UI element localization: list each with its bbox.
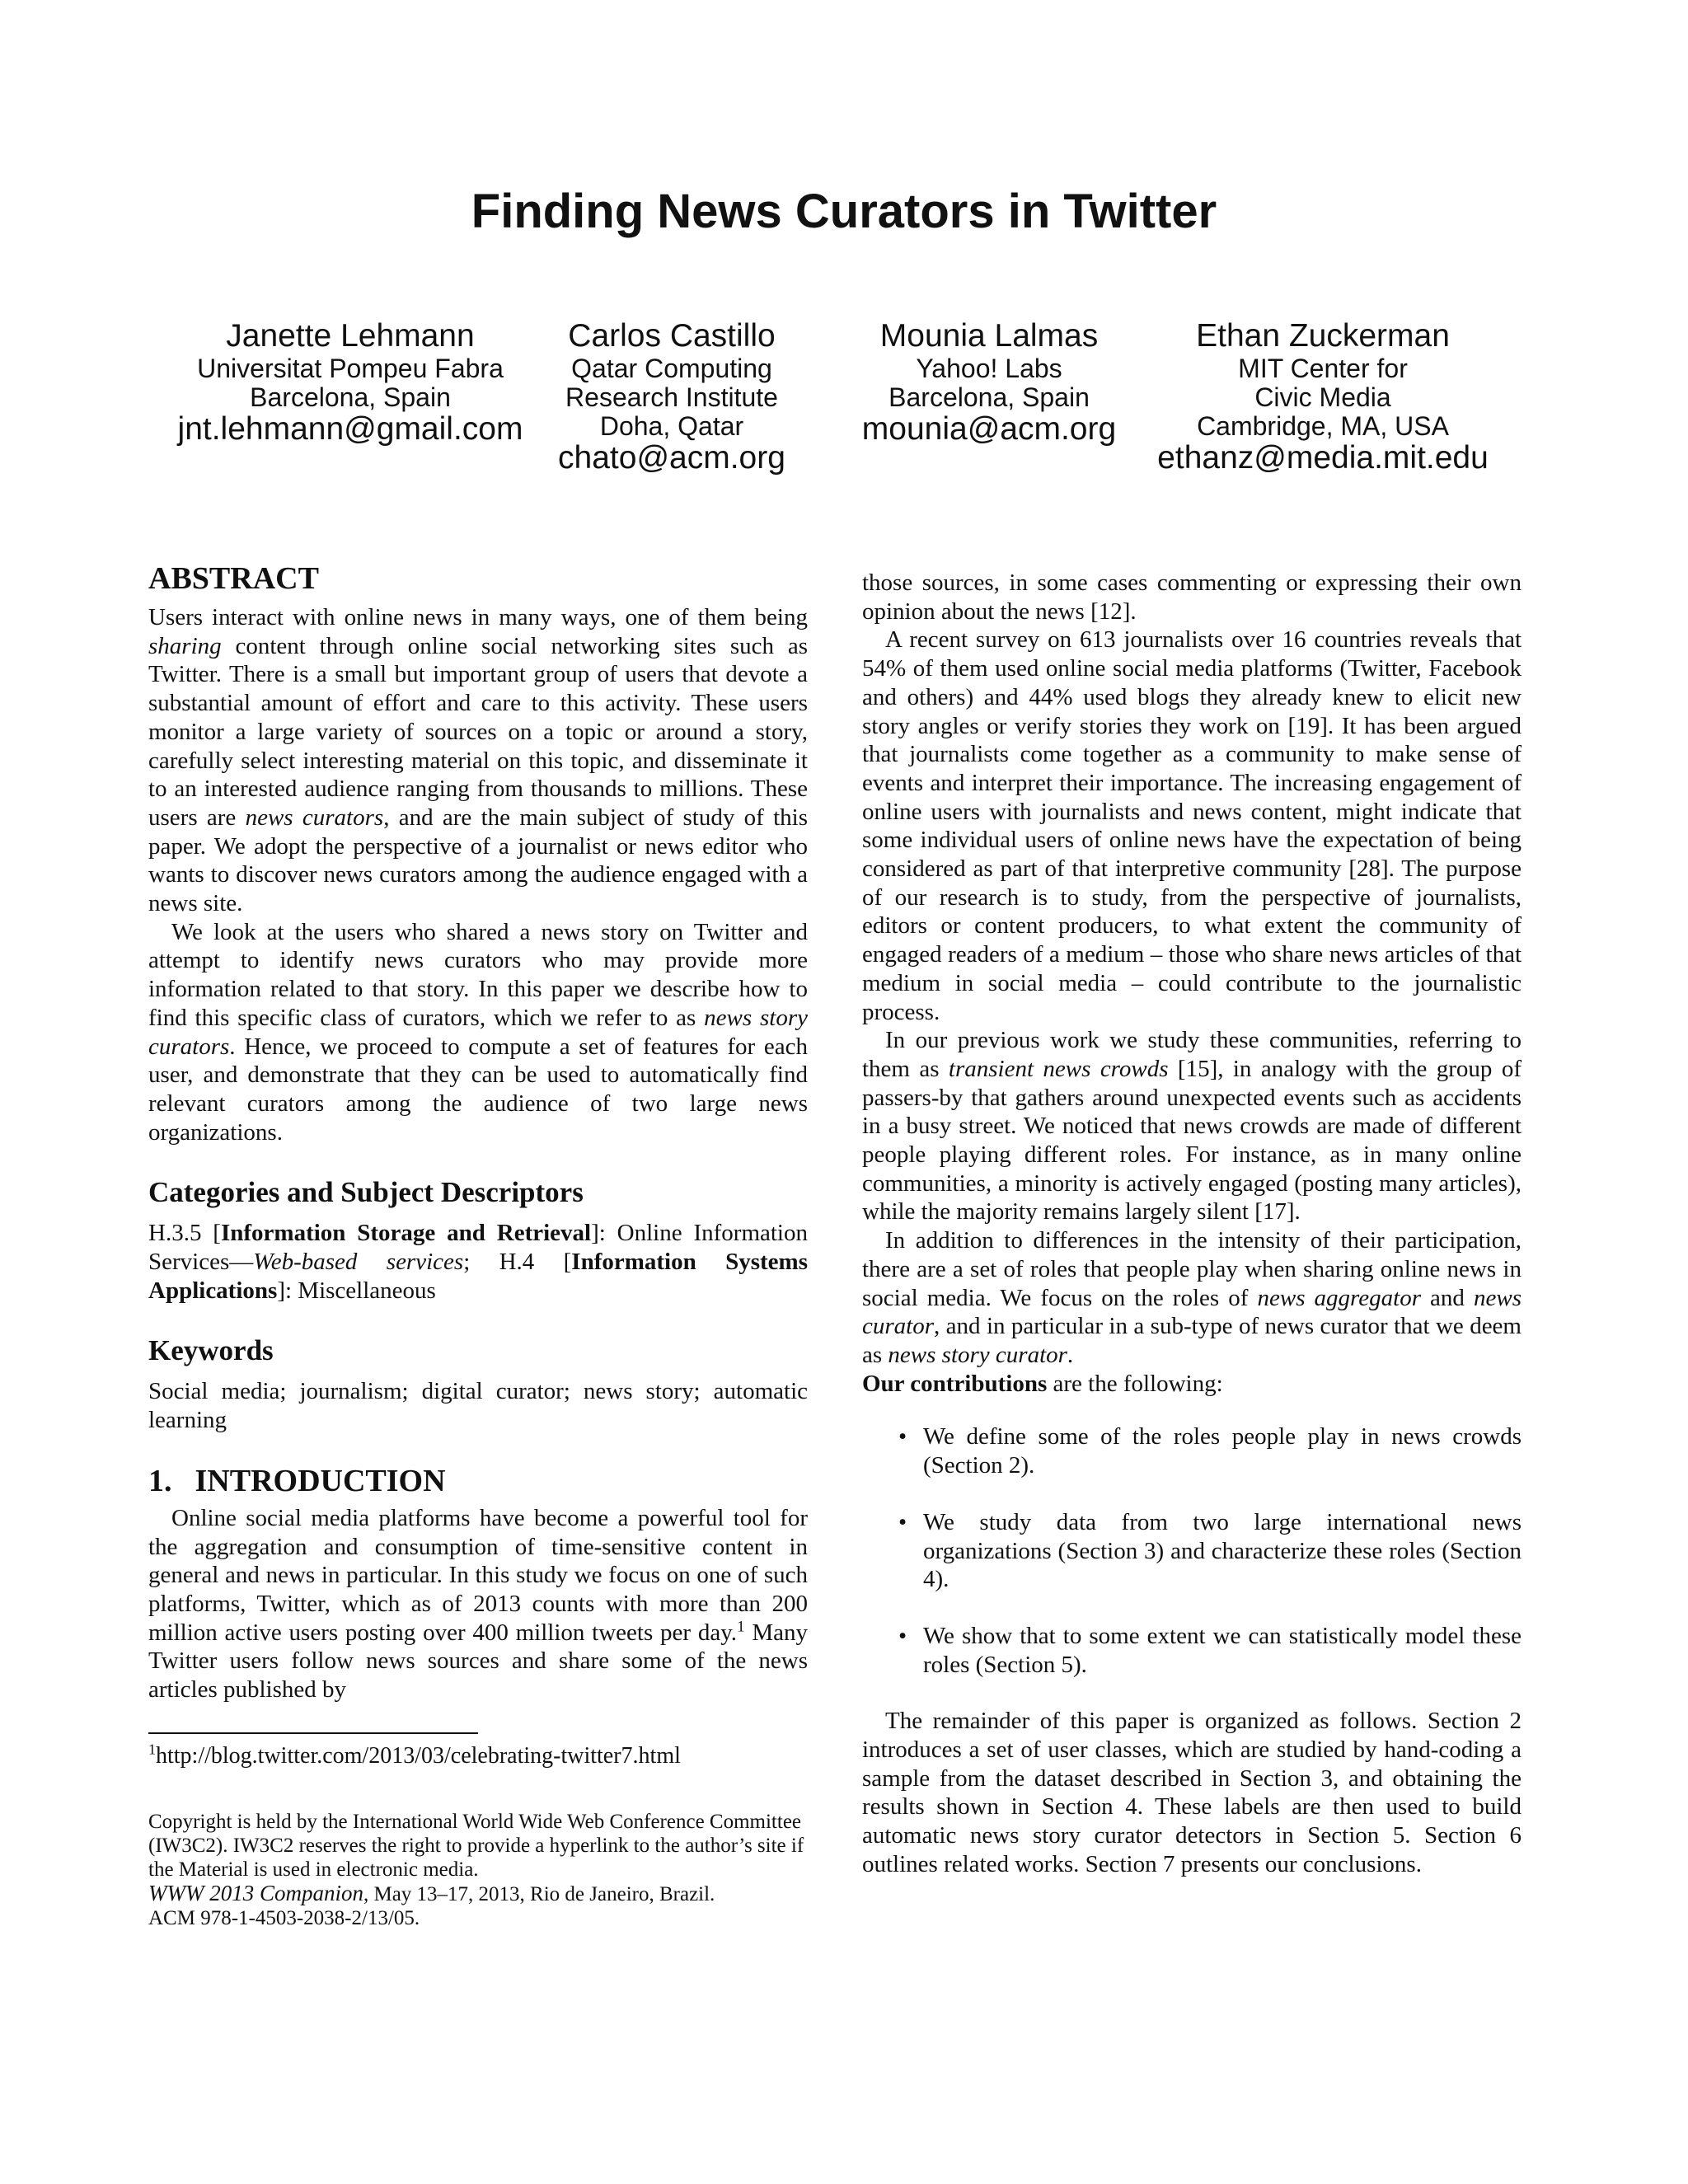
body-paragraph: In addition to differences in the intensity of their participation, there are a set of roles that people play when sharing online news in social media. We focus on the roles of news aggregator and news curator, and in particular in a sub-type of news curator that we deem as news story curator.: [862, 1227, 1522, 1368]
section-number: 1.: [148, 1463, 172, 1498]
author-block: [536, 318, 808, 476]
copyright-notice: [148, 1810, 808, 1930]
body-paragraph: those sources, in some cases commenting or expressing their own opinion about the news [12].: [862, 569, 1522, 625]
right-column: [862, 569, 1522, 1879]
author-email: mounia@acm.org: [861, 411, 1117, 447]
footnote: [148, 1742, 808, 1770]
list-item: • We study data from two large international news organizations (Section 3) and characterize these roles (Section 4).: [898, 1508, 1522, 1593]
list-item: • We define some of the roles people play in news crowds (Section 2).: [898, 1423, 1522, 1479]
author-affiliation: Barcelona, Spain: [250, 382, 451, 412]
bullet-icon: •: [898, 1423, 907, 1451]
author-affiliation: Research Institute: [565, 382, 778, 412]
author-affiliation: Civic Media: [1254, 382, 1391, 412]
keywords-heading: Keywords: [148, 1334, 274, 1367]
author-email: jnt.lehmann@gmail.com: [177, 411, 523, 447]
author-affiliation: Barcelona, Spain: [889, 382, 1090, 412]
author-name: Ethan Zuckerman: [1196, 318, 1450, 354]
author-name: Carlos Castillo: [568, 318, 776, 354]
footnote-number: 1: [148, 1741, 156, 1758]
body-paragraph: In our previous work we study these communities, referring to them as transient news crowds [15], in analogy with the group of passers-by that gathers around unexpected events such as accidents in a busy street. We noticed that news crowds are made of different people playing different roles. For instance, as in many online communities, a minority is actively engaged (posting many articles), while the majority remains largely silent [17].: [862, 1027, 1522, 1226]
contributions-list: [862, 1422, 1522, 1679]
author-block: [169, 318, 532, 447]
acm-line: ACM 978-1-4503-2038-2/13/05.: [148, 1906, 420, 1929]
author-name: Janette Lehmann: [226, 318, 475, 354]
abstract-heading: ABSTRACT: [148, 561, 319, 596]
footnote-marker: 1: [737, 1618, 745, 1636]
body-paragraph: The remainder of this paper is organized as follows. Section 2 introduces a set of user classes, which are studied by hand-coding a sample from the dataset described in Section 3, and obtaining the results shown in Section 4. These labels are then used to build automatic news story curator detectors in Section 5. Section 6 outlines related works. Section 7 presents our conclusions.: [862, 1708, 1522, 1877]
copyright-text: Copyright is held by the International World Wide Web Conference Committee (IW3C2). IW3C2 reserves the right to provide a hyperlink to the author’s site if the Material is used in electronic media.: [148, 1810, 804, 1881]
author-block: [849, 318, 1129, 447]
bullet-icon: •: [898, 1622, 907, 1649]
left-column: [148, 560, 808, 1930]
contributions-intro: Our contributions are the following:: [862, 1370, 1223, 1397]
categories-text: H.3.5 [Information Storage and Retrieval]: Online Information Services—Web-based services; H.4 [Information Systems Applications]: Miscellaneous: [148, 1220, 808, 1304]
author-name: Mounia Lalmas: [879, 318, 1099, 354]
author-affiliation: MIT Center for: [1238, 354, 1408, 383]
abstract-paragraph: Users interact with online news in many ways, one of them being sharing content through online social networking sites such as Twitter. There is a small but important group of users that devote a substantial amount of effort and care to this activity. These users monitor a large variety of sources on a topic or around a story, carefully select interesting material on this topic, and disseminate it to an interested audience ranging from thousands to millions. These users are news curators, and are the main subject of study of this paper. We adopt the perspective of a journalist or news editor who wants to discover news curators among the audience engaged with a news site.: [148, 604, 808, 917]
author-affiliation: Universitat Pompeu Fabra: [197, 354, 504, 383]
author-affiliation: Cambridge, MA, USA: [1197, 411, 1449, 441]
footnote-divider: [148, 1732, 478, 1734]
author-block: [1142, 318, 1504, 476]
introduction-heading: [148, 1463, 808, 1499]
body-paragraph: A recent survey on 613 journalists over 16 countries reveals that 54% of them used online social media platforms (Twitter, Facebook and others) and 44% used blogs they already knew to elicit new story angles or verify stories they work on [19]. It has been argued that journalists come together as a community to make sense of events and interpret their importance. The increasing engagement of online users with journalists and news content, might indicate that some individual users of online news have the expectation of being considered as part of that interpretive community [28]. The purpose of our research is to study, from the perspective of journalists, editors or content producers, to what extent the community of engaged readers of a medium – those who share news articles of that medium in social media – could contribute to the journalistic process.: [862, 626, 1522, 1025]
intro-paragraph: Online social media platforms have become a powerful tool for the aggregation and consumption of time-sensitive content in general and news in particular. In this study we focus on one of such platforms, Twitter, which as of 2013 counts with more than 200 million active users posting over 400 million tweets per day.$^1$ Many Twitter users follow news sources and share some of the news articles published by: [148, 1504, 808, 1704]
paper-title: Finding News Curators in Twitter: [471, 185, 1217, 238]
bullet-icon: •: [898, 1508, 907, 1535]
author-email: ethanz@media.mit.edu: [1157, 440, 1489, 476]
author-affiliation: Doha, Qatar: [599, 411, 744, 441]
keywords-text: Social media; journalism; digital curator; news story; automatic learning: [148, 1378, 808, 1434]
abstract-paragraph: We look at the users who shared a news story on Twitter and attempt to identify news curators who may provide more information related to that story. In this paper we describe how to find this specific class of curators, which we refer to as news story curators. Hence, we proceed to compute a set of features for each user, and demonstrate that they can be used to automatically find relevant curators among the audience of two large news organizations.: [148, 918, 808, 1146]
venue-line: WWW 2013 Companion, May 13–17, 2013, Rio de Janeiro, Brazil.: [148, 1880, 715, 1905]
author-email: chato@acm.org: [558, 440, 785, 476]
list-item: • We show that to some extent we can statistically model these roles (Section 5).: [898, 1622, 1522, 1678]
categories-heading: Categories and Subject Descriptors: [148, 1176, 584, 1209]
author-affiliation: Qatar Computing: [571, 354, 772, 383]
section-title: INTRODUCTION: [195, 1463, 446, 1498]
author-affiliation: Yahoo! Labs: [916, 354, 1062, 383]
footnote-url: http://blog.twitter.com/2013/03/celebrating-twitter7.html: [156, 1742, 681, 1769]
